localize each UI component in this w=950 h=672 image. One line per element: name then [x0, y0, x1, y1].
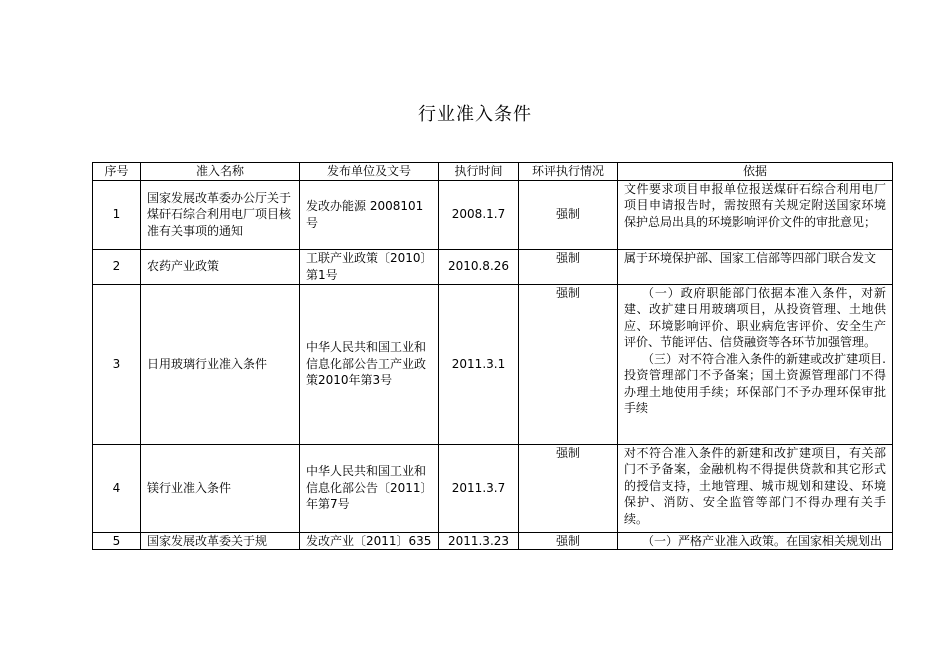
basis-paragraph: （一）政府职能部门依据本准入条件，对新建、改扩建日用玻璃项目，从投资管理、土地供应、环境影响评价、职业病危害评价、安全生产评价、节能评估、信贷融资等各环节加强管理。	[624, 285, 886, 349]
basis-paragraph: 文件要求项目申报单位报送煤矸石综合利用电厂项目申请报告时，需按照有关规定附送国家环境保护总局出具的环境影响评价文件的审批意见；	[624, 181, 886, 229]
row-seq: 1	[93, 180, 141, 249]
row-date: 2011.3.1	[439, 284, 519, 444]
row-seq: 2	[93, 249, 141, 284]
table-row	[93, 249, 893, 284]
row-basis	[618, 284, 893, 444]
row-name: 国家发展改革委办公厅关于煤矸石综合利用电厂项目核准有关事项的通知	[141, 180, 300, 249]
header-basis: 依据	[618, 163, 893, 181]
header-name: 准入名称	[141, 163, 300, 181]
row-name: 镁行业准入条件	[141, 444, 300, 532]
row-date: 2008.1.7	[439, 180, 519, 249]
row-name: 农药产业政策	[141, 249, 300, 284]
row-issuer: 发改产业〔2011〕635	[300, 532, 439, 550]
row-issuer: 发改办能源 2008101号	[300, 180, 439, 249]
basis-paragraph: （一）严格产业准入政策。在国家相关规划出	[642, 533, 883, 548]
row-basis	[618, 249, 893, 284]
row-eia: 强制	[519, 284, 618, 444]
row-seq: 5	[93, 532, 141, 550]
row-issuer: 工联产业政策〔2010〕第1号	[300, 249, 439, 284]
header-date: 执行时间	[439, 163, 519, 181]
table-row	[93, 532, 893, 550]
row-seq: 3	[93, 284, 141, 444]
basis-paragraph: 对不符合准入条件的新建和改扩建项目，有关部门不予备案，金融机构不得提供贷款和其它形式的授信支持，土地管理、城市规划和建设、环境保护、消防、安全监管等部门不得办理有关手续。	[624, 445, 886, 526]
basis-paragraph: 属于环境保护部、国家工信部等四部门联合发文	[624, 250, 877, 265]
header-issuer: 发布单位及文号	[300, 163, 439, 181]
row-eia: 强制	[519, 180, 618, 249]
row-eia: 强制	[519, 249, 618, 284]
row-basis	[618, 532, 893, 550]
row-date: 2010.8.26	[439, 249, 519, 284]
industry-access-table	[92, 162, 893, 550]
table-header-row	[93, 163, 893, 181]
table-row	[93, 284, 893, 444]
row-basis	[618, 444, 893, 532]
header-seq: 序号	[93, 163, 141, 181]
row-seq: 4	[93, 444, 141, 532]
row-name: 日用玻璃行业准入条件	[141, 284, 300, 444]
row-basis	[618, 180, 893, 249]
row-date: 2011.3.23	[439, 532, 519, 550]
header-eia: 环评执行情况	[519, 163, 618, 181]
row-date: 2011.3.7	[439, 444, 519, 532]
row-eia: 强制	[519, 532, 618, 550]
table-row	[93, 180, 893, 249]
row-eia: 强制	[519, 444, 618, 532]
row-issuer: 中华人民共和国工业和信息化部公告〔2011〕年第7号	[300, 444, 439, 532]
row-name: 国家发展改革委关于规	[141, 532, 300, 550]
row-issuer: 中华人民共和国工业和信息化部公告工产业政策2010年第3号	[300, 284, 439, 444]
basis-paragraph: （三）对不符合准入条件的新建或改扩建项目. 投资管理部门不予备案；国土资源管理部门不得办理土地使用手续；环保部门不予办理环保审批手续	[624, 351, 886, 415]
document-title: 行业准入条件	[418, 104, 532, 125]
table-row	[93, 444, 893, 532]
